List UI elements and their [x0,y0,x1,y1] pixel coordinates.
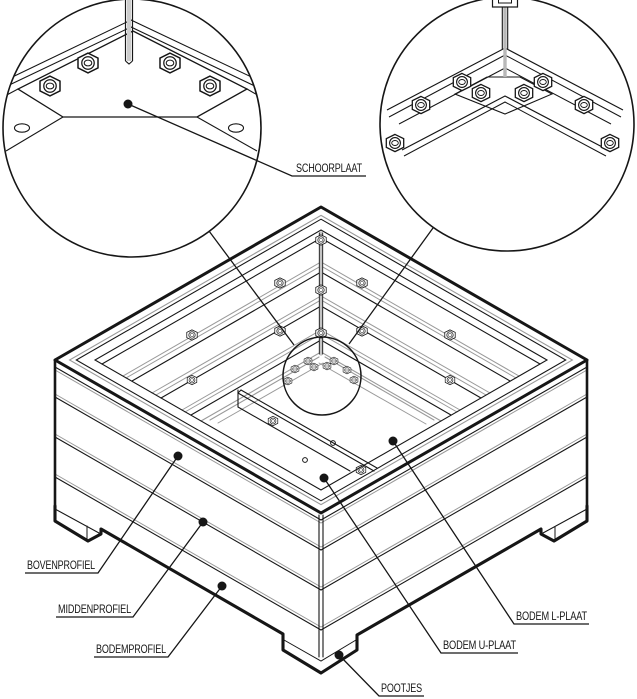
leader-bovenprofiel [25,456,178,573]
callout-dot [389,437,398,446]
callout-dot [335,651,344,660]
label-middenprofiel: MIDDENPROFIEL [58,602,132,616]
detail-callout-left [2,0,262,257]
callout-dot [218,582,227,591]
callout-dot [199,518,208,527]
label-bodem-u-plaat: BODEM U-PLAAT [443,638,517,652]
planter-box-drawing [55,207,587,673]
label-bovenprofiel: BOVENPROFIEL [27,558,96,572]
floor-details [187,357,455,475]
callout-dot [320,474,329,483]
corner-plate-nuts [284,357,358,385]
label-bodemprofiel: BODEMPROFIEL [96,642,167,656]
detail-callout-right [380,0,634,251]
label-bodem-l-plaat: BODEM L-PLAAT [516,609,588,623]
label-schoorplaat: SCHOORPLAAT [296,161,363,175]
label-pootjes: POOTJES [381,681,423,695]
callout-dot [174,452,183,461]
callout-dot [124,100,133,109]
